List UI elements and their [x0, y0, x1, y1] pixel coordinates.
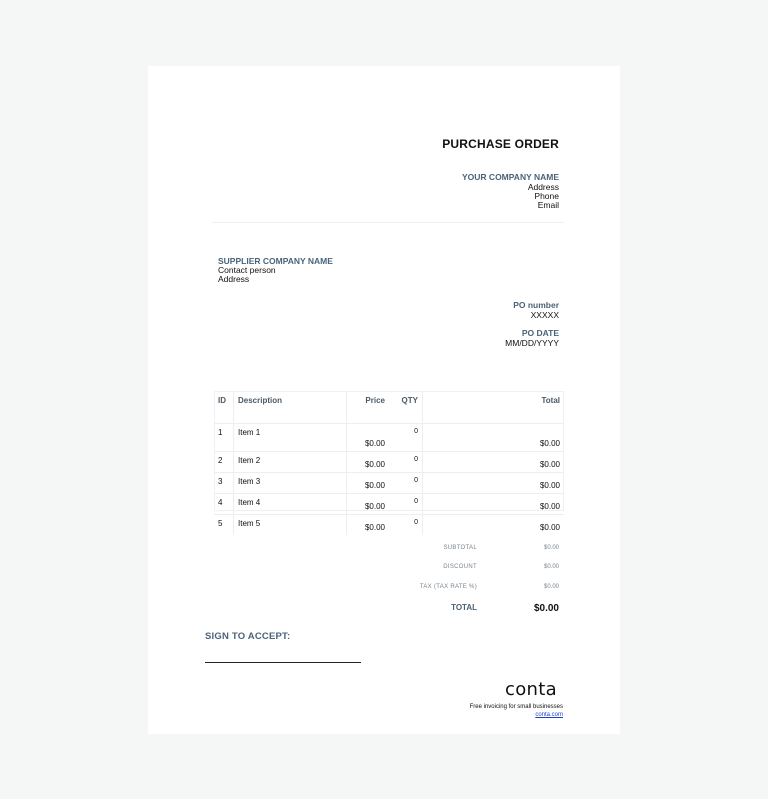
cell-id: 5 — [214, 515, 234, 536]
total-value: $0.00 — [533, 603, 559, 614]
signature-line[interactable] — [205, 662, 361, 663]
conta-logo-mark — [505, 678, 563, 700]
supplier-name: SUPPLIER COMPANY NAME — [218, 256, 333, 266]
header-divider — [212, 222, 564, 223]
cell-qty: 0 — [389, 473, 423, 494]
cell-id: 3 — [214, 473, 234, 494]
cell-price: $0.00 — [347, 494, 390, 515]
supplier-block — [218, 257, 333, 284]
cell-total: $0.00 — [423, 452, 565, 473]
cell-id: 1 — [214, 424, 234, 452]
header-qty: QTY — [389, 391, 423, 424]
company-phone: Phone — [534, 191, 559, 201]
table-row — [214, 473, 564, 494]
page-title: PURCHASE ORDER — [442, 137, 559, 151]
cell-qty: 0 — [389, 515, 423, 536]
table-header-row — [214, 391, 564, 424]
company-name: YOUR COMPANY NAME — [462, 172, 559, 182]
cell-price: $0.00 — [347, 515, 390, 536]
cell-total: $0.00 — [423, 494, 565, 515]
subtotal-label: SUBTOTAL — [443, 545, 477, 551]
cell-id: 4 — [214, 494, 234, 515]
po-date-block — [505, 328, 559, 348]
cell-description: Item 3 — [234, 473, 347, 494]
cell-price: $0.00 — [347, 473, 390, 494]
sign-to-accept-label: SIGN TO ACCEPT: — [205, 631, 291, 642]
cell-description: Item 4 — [234, 494, 347, 515]
po-number-block — [513, 300, 559, 320]
header-id: ID — [214, 391, 234, 424]
items-table — [214, 391, 564, 535]
supplier-address: Address — [218, 274, 250, 284]
subtotal-value: $0.00 — [543, 545, 559, 551]
header-description: Description — [234, 391, 347, 424]
table-row — [214, 424, 564, 452]
po-number-value: XXXXX — [530, 310, 559, 320]
footer-link[interactable]: conta.com — [535, 712, 563, 718]
cell-description: Item 5 — [234, 515, 347, 536]
table-row — [214, 452, 564, 473]
cell-price: $0.00 — [347, 424, 390, 452]
cell-qty: 0 — [389, 452, 423, 473]
table-row — [214, 494, 564, 515]
tax-value: $0.00 — [543, 584, 559, 590]
header-price: Price — [365, 396, 385, 405]
cell-total: $0.00 — [423, 473, 565, 494]
po-date-label: PO DATE — [521, 328, 559, 338]
cell-qty: 0 — [389, 424, 423, 452]
conta-logo-text: conta — [505, 679, 557, 700]
po-number-label: PO number — [513, 300, 559, 310]
document-sheet — [148, 66, 620, 734]
company-email: Email — [537, 200, 559, 210]
discount-label: DISCOUNT — [443, 564, 477, 570]
supplier-contact: Contact person — [218, 265, 276, 275]
cell-price: $0.00 — [347, 452, 390, 473]
cell-total: $0.00 — [423, 424, 565, 452]
cell-qty: 0 — [389, 494, 423, 515]
total-label: TOTAL — [451, 603, 477, 612]
company-block — [462, 173, 559, 210]
company-address: Address — [527, 182, 559, 192]
cell-description: Item 2 — [234, 452, 347, 473]
conta-logo — [505, 678, 563, 705]
cell-description: Item 1 — [234, 424, 347, 452]
tax-label: TAX (TAX RATE %) — [419, 584, 477, 590]
table-row — [214, 515, 564, 536]
po-date-value: MM/DD/YYYY — [505, 338, 559, 348]
footer-tagline: Free invoicing for small businesses — [469, 704, 563, 710]
cell-id: 2 — [214, 452, 234, 473]
header-total: Total — [541, 396, 560, 405]
discount-value: $0.00 — [543, 564, 559, 570]
cell-total: $0.00 — [423, 515, 565, 536]
